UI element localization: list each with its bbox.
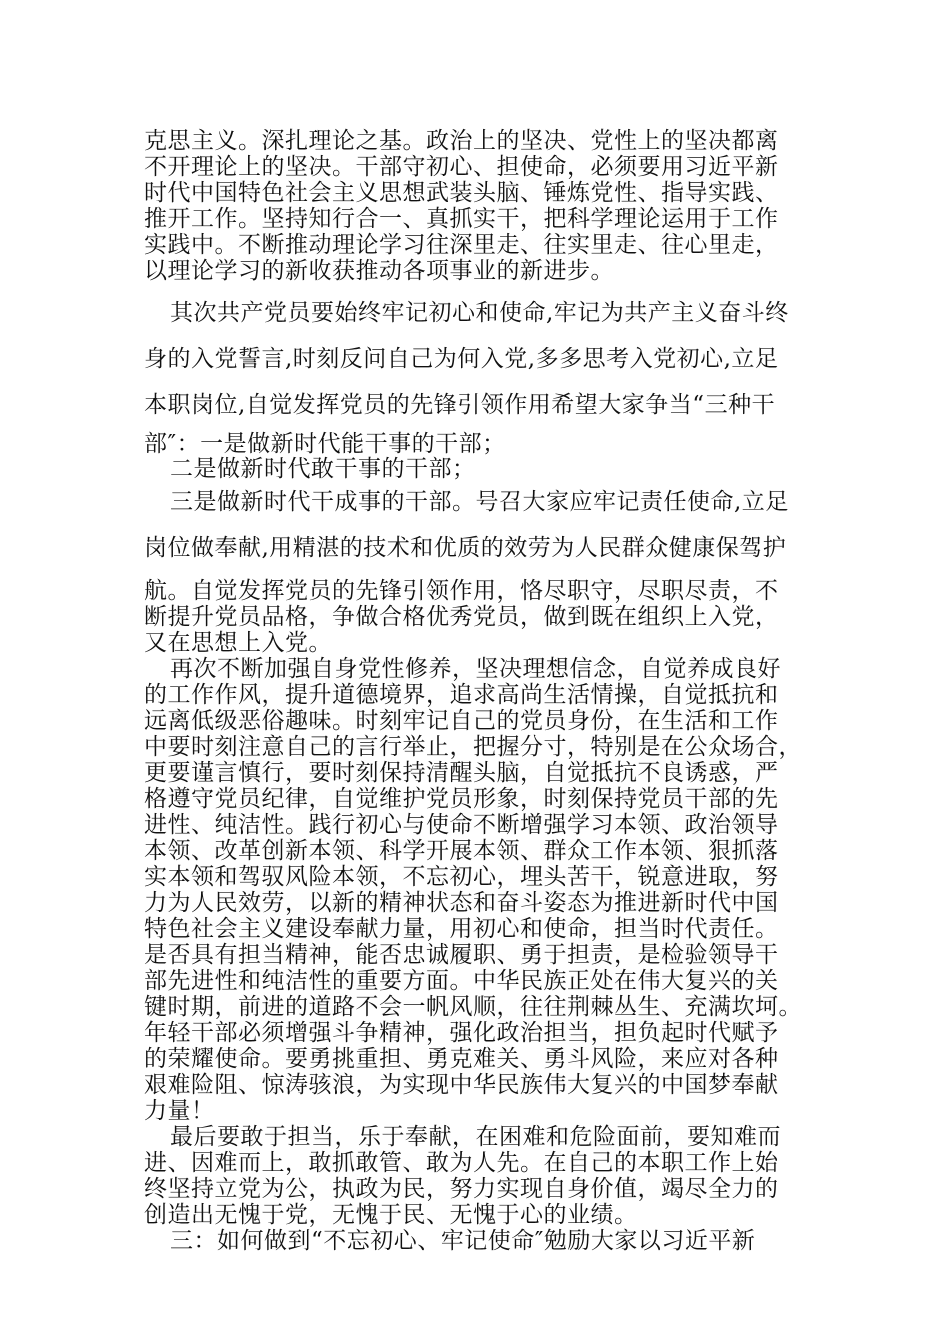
text-line: 年轻干部必须增强斗争精神，强化政治担当，担负起时代赋予	[144, 1020, 779, 1046]
paragraph-start-line: 三是做新时代干成事的干部。号召大家应牢记责任使命,立足	[170, 489, 789, 515]
text-line: 身的入党誓言,时刻反问自己为何入党,多多思考入党初心,立足	[144, 346, 779, 372]
text-line: 特色社会主义建设奉献力量，用初心和使命，担当时代责任。	[144, 916, 779, 942]
text-line: 断提升党员品格，争做合格优秀党员，做到既在组织上入党，	[144, 604, 779, 630]
text-line: 中要时刻注意自己的言行举止，把握分寸，特别是在公众场合，	[144, 734, 802, 760]
text-line: 创造出无愧于党，无愧于民、无愧于心的业绩。	[144, 1202, 638, 1228]
text-line: 实本领和驾驭风险本领，不忘初心，埋头苦干，锐意进取，努	[144, 864, 779, 890]
text-line: 本领、改革创新本领、科学开展本领、群众工作本领、狠抓落	[144, 838, 779, 864]
paragraph-start-line: 三：如何做到“不忘初心、牢记使命″勉励大家以习近平新	[170, 1228, 756, 1254]
text-line: 力为人民效劳，以新的精神状态和奋斗姿态为推进新时代中国	[144, 890, 779, 916]
text-line: 部先进性和纯洁性的重要方面。中华民族正处在伟大复兴的关	[144, 968, 779, 994]
text-line: 克思主义。深扎理论之基。政治上的坚决、党性上的坚决都离	[144, 128, 779, 154]
text-line: 键时期，前进的道路不会一帆风顺，往往荆棘丛生、充满坎坷。	[144, 994, 802, 1020]
text-line: 的工作作风，提升道德境界，追求高尚生活情操，自觉抵抗和	[144, 682, 779, 708]
text-line: 时代中国特色社会主义思想武装头脑、锤炼党性、指导实践、	[144, 180, 779, 206]
text-line: 不开理论上的坚决。干部守初心、担使命，必须要用习近平新	[144, 154, 779, 180]
text-line: 进性、纯洁性。践行初心与使命不断增强学习本领、政治领导	[144, 812, 779, 838]
paragraph-start-line: 最后要敢于担当，乐于奉献，在困难和危险面前，要知难而	[170, 1124, 781, 1150]
text-line: 终坚持立党为公，执政为民，努力实现自身价值，竭尽全力的	[144, 1176, 779, 1202]
text-line: 以理论学习的新收获推动各项事业的新进步。	[144, 258, 614, 284]
text-line: 艰难险阻、惊涛骇浪，为实现中华民族伟大复兴的中国梦奉献	[144, 1072, 779, 1098]
text-line: 是否具有担当精神，能否忠诚履职、勇于担责，是检验领导干	[144, 942, 779, 968]
text-line: 远离低级恶俗趣味。时刻牢记自己的党员身份，在生活和工作	[144, 708, 779, 734]
text-line: 部″：一是做新时代能干事的干部；	[144, 431, 506, 457]
text-line: 岗位做奉献,用精湛的技术和优质的效劳为人民群众健康保驾护	[144, 535, 787, 561]
text-line: 实践中。不断推动理论学习往深里走、往实里走、往心里走，	[144, 232, 779, 258]
text-line: 本职岗位,自觉发挥党员的先锋引领作用希望大家争当“三种干	[144, 392, 776, 418]
text-line: 推开工作。坚持知行合一、真抓实干，把科学理论运用于工作	[144, 206, 779, 232]
text-line: 力量！	[144, 1098, 215, 1124]
paragraph-start-line: 再次不断加强自身党性修养，坚决理想信念，自觉养成良好	[170, 656, 781, 682]
text-line: 的荣耀使命。要勇挑重担、勇克难关、勇斗风险，来应对各种	[144, 1046, 779, 1072]
text-line: 格遵守党员纪律，自觉维护党员形象，时刻保持党员干部的先	[144, 786, 779, 812]
paragraph-start-line: 二是做新时代敢干事的干部；	[170, 456, 476, 482]
text-line: 航。自觉发挥党员的先锋引领作用，恪尽职守，尽职尽责，不	[144, 578, 779, 604]
paragraph-start-line: 其次共产党员要始终牢记初心和使命,牢记为共产主义奋斗终	[170, 300, 789, 326]
text-line: 又在思想上入党。	[144, 630, 332, 656]
text-line: 进、因难而上，敢抓敢管、敢为人先。在自己的本职工作上始	[144, 1150, 779, 1176]
text-line: 更要谨言慎行，要时刻保持清醒头脑，自觉抵抗不良诱惑，严	[144, 760, 779, 786]
